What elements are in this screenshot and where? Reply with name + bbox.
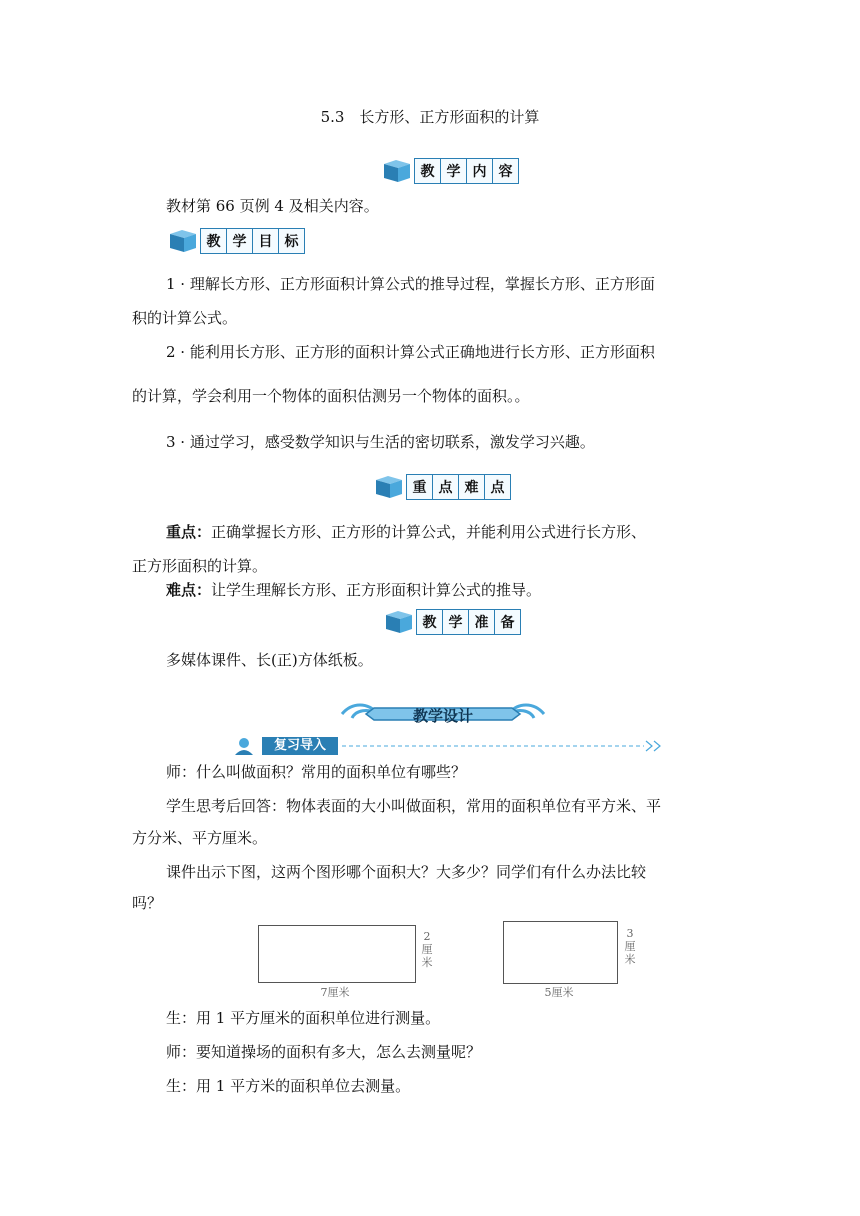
goal-item-3: 3 · 通过学习，感受数学知识与生活的密切联系，激发学习兴趣。 (166, 433, 595, 451)
badge-char: 目 (253, 229, 279, 253)
review-line-2b: 方分米、平方厘米。 (132, 829, 268, 847)
rect1-height-label: 2 厘 米 (421, 930, 433, 969)
goal-item-2-line-1: 2 · 能利用长方形、正方形的面积计算公式正确地进行长方形、正方形面积 (166, 343, 655, 361)
review-line-3b: 吗？ (132, 894, 163, 912)
difficulty-text: 让学生理解长方形、正方形面积计算公式的推导。 (211, 581, 542, 599)
review-line-5: 师：要知道操场的面积有多大，怎么去测量呢？ (166, 1043, 482, 1061)
badge-char: 内 (467, 159, 493, 183)
section-badge-prep (384, 609, 521, 635)
section-badge-content (382, 158, 519, 184)
difficulty-line (166, 580, 541, 600)
badge-char: 重 (407, 475, 433, 499)
rect2-height-label: 3 厘 米 (624, 927, 636, 966)
prep-text: 多媒体课件、长(正)方体纸板。 (166, 651, 373, 669)
rect1-width-label: 7厘米 (320, 986, 350, 999)
rect2-width-label: 5厘米 (544, 986, 574, 999)
section-badge-key (374, 474, 511, 500)
book-icon (168, 228, 198, 254)
content-text: 教材第 66 页例 4 及相关内容。 (166, 197, 379, 215)
book-icon (384, 609, 414, 635)
goal-item-2-line-2: 的计算，学会利用一个物体的面积估测另一个物体的面积。。 (132, 387, 530, 405)
goal-item-1-line-2: 积的计算公式。 (132, 309, 238, 327)
badge-char: 备 (495, 610, 520, 634)
key-point-label: 重点： (166, 523, 212, 541)
review-line-3a: 课件出示下图，这两个图形哪个面积大？大多少？同学们有什么办法比较 (166, 863, 647, 881)
badge-char: 教 (417, 610, 443, 634)
badge-char: 学 (441, 159, 467, 183)
rectangle-5x3 (503, 921, 618, 984)
goal-item-1-line-1: 1 · 理解长方形、正方形面积计算公式的推导过程，掌握长方形、正方形面 (166, 275, 655, 293)
review-line-4: 生：用 1 平方厘米的面积单位进行测量。 (166, 1009, 441, 1027)
key-point-line-1 (166, 522, 646, 542)
design-label: 教学设计 (412, 707, 473, 725)
badge-char: 教 (415, 159, 441, 183)
review-line-6: 生：用 1 平方米的面积单位去测量。 (166, 1077, 411, 1095)
badge-char: 准 (469, 610, 495, 634)
badge-char: 点 (485, 475, 510, 499)
book-icon (382, 158, 412, 184)
badge-char: 教 (201, 229, 227, 253)
key-point-text: 正确掌握长方形、正方形的计算公式，并能利用公式进行长方形、 (211, 523, 647, 541)
badge-char: 学 (227, 229, 253, 253)
badge-char: 学 (443, 610, 469, 634)
review-line-2a: 学生思考后回答：物体表面的大小叫做面积，常用的面积单位有平方米、平 (166, 797, 662, 815)
rectangle-7x2 (258, 925, 416, 983)
badge-char: 容 (493, 159, 518, 183)
review-line-1: 师：什么叫做面积？常用的面积单位有哪些？ (166, 763, 467, 781)
difficulty-label: 难点： (166, 581, 212, 599)
key-point-line-2: 正方形面积的计算。 (132, 557, 268, 575)
section-badge-goals (168, 228, 305, 254)
badge-char: 点 (433, 475, 459, 499)
page-title: 5.3 长方形、正方形面积的计算 (320, 108, 540, 126)
badge-char: 难 (459, 475, 485, 499)
badge-char: 标 (279, 229, 304, 253)
book-icon (374, 474, 404, 500)
review-label: 复习导入 (273, 738, 326, 753)
people-icon (235, 738, 253, 755)
